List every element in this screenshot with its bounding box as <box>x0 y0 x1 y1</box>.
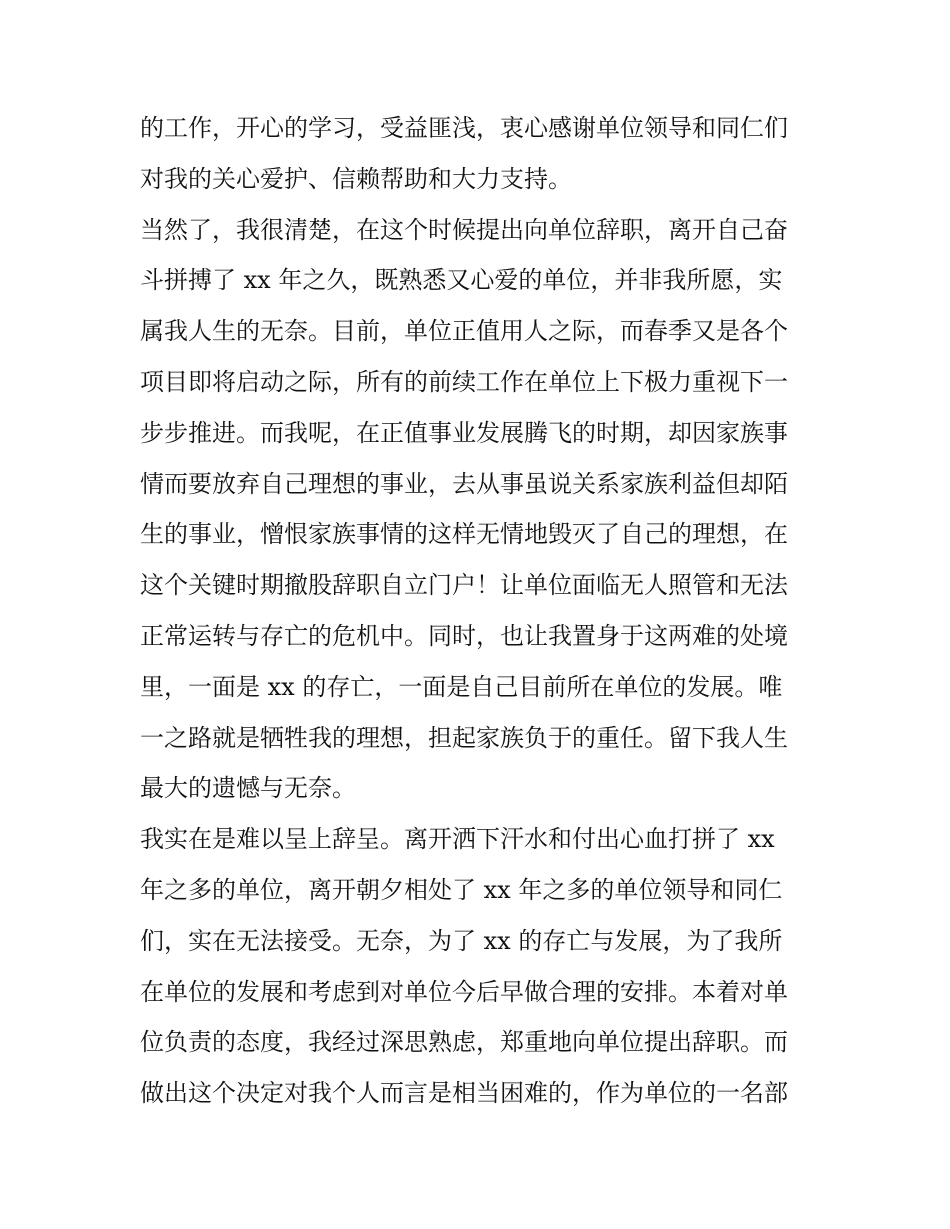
text-line: 年之多的单位，离开朝夕相处了 xx 年之多的单位领导和同仁 <box>140 875 783 904</box>
text-line: 们，实在无法接受。无奈，为了 xx 的存亡与发展，为了我所 <box>140 926 783 955</box>
text-line: 情而要放弃自己理想的事业，去从事虽说关系家族利益但却陌 <box>140 469 788 498</box>
text-line: 的工作，开心的学习，受益匪浅，衷心感谢单位领导和同仁们 <box>140 114 788 142</box>
text-line: 在单位的发展和考虑到对单位今后早做合理的安排。本着对单 <box>140 977 788 1006</box>
text-line: 里，一面是 xx 的存亡，一面是自己目前所在单位的发展。唯 <box>140 672 783 701</box>
text-line: 一之路就是牺牲我的理想，担起家族负于的重任。留下我人生 <box>140 723 788 752</box>
text-line: 这个关键时期撤股辞职自立门户！让单位面临无人照管和无法 <box>140 571 788 600</box>
text-line: 斗拼搏了 xx 年之久，既熟悉又心爱的单位，并非我所愿，实 <box>140 266 783 295</box>
text-line: 对我的关心爱护、信赖帮助和大力支持。 <box>140 164 572 193</box>
text-line: 位负责的态度，我经过深思熟虑，郑重地向单位提出辞职。而 <box>140 1028 788 1057</box>
text-line: 正常运转与存亡的危机中。同时，也让我置身于这两难的处境 <box>140 621 788 650</box>
text-line: 生的事业，憎恨家族事情的这样无情地毁灭了自己的理想，在 <box>140 520 788 549</box>
text-line: 我实在是难以呈上辞呈。离开洒下汗水和付出心血打拼了 xx <box>140 825 775 854</box>
text-line: 步步推进。而我呢，在正值事业发展腾飞的时期，却因家族事 <box>140 418 788 447</box>
text-line: 当然了，我很清楚，在这个时候提出向单位辞职，离开自己奋 <box>140 215 788 244</box>
text-line: 属我人生的无奈。目前，单位正值用人之际，而春季又是各个 <box>140 317 788 346</box>
text-line: 项目即将启动之际，所有的前续工作在单位上下极力重视下一 <box>140 367 788 396</box>
document-body <box>140 103 830 1119</box>
text-line: 最大的遗憾与无奈。 <box>140 774 356 803</box>
text-line: 做出这个决定对我个人而言是相当困难的，作为单位的一名部 <box>140 1079 788 1108</box>
